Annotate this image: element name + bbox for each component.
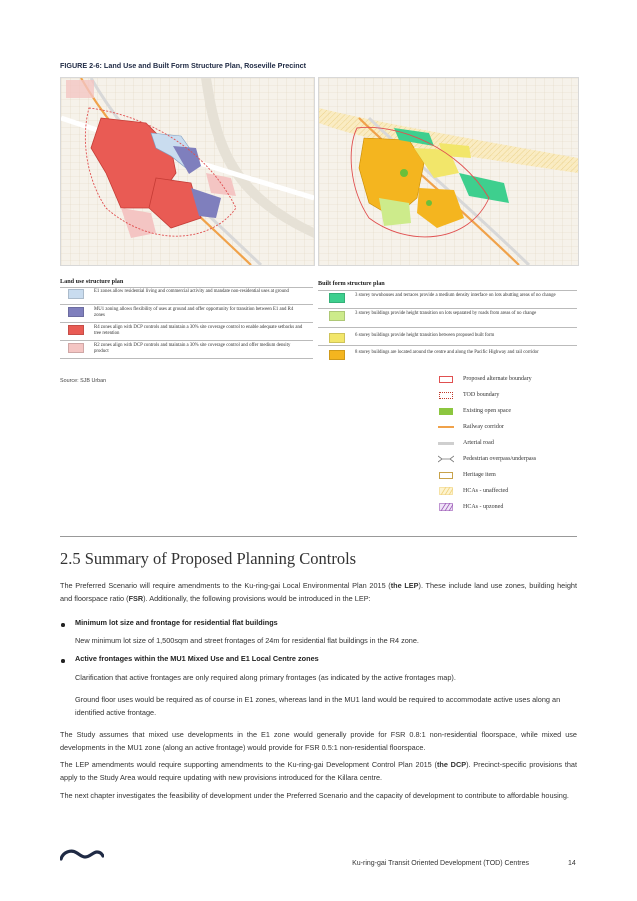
townhouse-text: 3 storey townhouses and terraces provide a medium density interface on lots abutting areas of no change xyxy=(355,293,556,298)
land-use-item-r4 xyxy=(68,325,313,336)
land-use-item-r2 xyxy=(68,343,313,354)
symbol-tod-boundary: TOD boundary xyxy=(438,389,499,401)
eight-storey-swatch xyxy=(329,350,345,360)
hca-unaffected-icon xyxy=(438,487,454,495)
r4-text: R4 zones align with DCP controls and maintain a 30% site coverage control to enable adequate setbacks and tree retention xyxy=(94,325,303,336)
built-form-item-8-storey xyxy=(329,350,577,360)
fsr-term: FSR xyxy=(128,593,144,603)
railway-icon xyxy=(438,423,454,431)
figure-source: Source: SJB Urban xyxy=(60,378,107,384)
heritage-icon xyxy=(438,471,454,479)
symbol-railway: Railway corridor xyxy=(438,421,504,433)
built-form-item-3-storey-townhouses xyxy=(329,293,577,303)
eight-storey-text: 8 storey buildings are located around the centre and along the Pacific Highway and rail corridor xyxy=(355,350,539,355)
three-storey-swatch xyxy=(329,311,345,321)
next-chapter-paragraph: The next chapter investigates the feasibility of development under the Preferred Scenario and the capacity of development to contribute to affordable housing. xyxy=(60,791,569,800)
land-use-item-e1 xyxy=(68,289,313,299)
land-use-map xyxy=(60,77,315,266)
built-form-item-6-storey xyxy=(329,333,577,343)
symbol-hca-upzoned: HCAs - upzoned xyxy=(438,501,503,513)
r2-swatch xyxy=(68,343,84,353)
hca-upzoned-icon xyxy=(438,503,454,511)
townhouse-swatch xyxy=(329,293,345,303)
six-storey-swatch xyxy=(329,333,345,343)
symbol-heritage: Heritage item xyxy=(438,469,496,481)
r4-swatch xyxy=(68,325,84,335)
dcp-term: the DCP xyxy=(436,760,467,769)
bullet-active-frontages-text-2: Ground floor uses would be required as of course in E1 zones, whereas land in the MU1 land would be required to accommodate active uses along an identified active frontage. xyxy=(75,695,561,717)
bullet-active-frontages-heading: Active frontages within the MU1 Mixed Use and E1 Local Centre zones xyxy=(75,654,319,663)
mu1-text: MU1 zoning allows flexibility of uses at ground and offer opportunity for transition between E1 and R4 zones xyxy=(94,307,294,318)
pedestrian-overpass-icon xyxy=(438,455,454,463)
symbol-proposed-boundary: Proposed alternate boundary xyxy=(438,373,532,385)
bullet-dot xyxy=(61,659,65,663)
symbol-hca-unaffected: HCAs - unaffected xyxy=(438,485,508,497)
proposed-boundary-icon xyxy=(438,375,454,383)
figure-title: FIGURE 2-6: Land Use and Built Form Structure Plan, Roseville Precinct xyxy=(60,61,307,70)
symbol-arterial-road: Arterial road xyxy=(438,437,494,449)
built-form-map xyxy=(318,77,579,266)
bullet-lot-size-text: New minimum lot size of 1,500sqm and street frontages of 24m for residential flat buildings in the R4 zone. xyxy=(75,636,419,645)
page-number: 14 xyxy=(568,860,576,867)
land-use-item-mu1 xyxy=(68,307,313,318)
wave-logo-icon xyxy=(60,848,104,862)
bullet-lot-size-heading: Minimum lot size and frontage for residential flat buildings xyxy=(75,618,278,627)
open-space-icon xyxy=(438,407,454,415)
symbol-pedestrian-overpass: Pedestrian overpass/underpass xyxy=(438,453,536,465)
r2-text: R2 zones align with DCP controls and maintain a 30% site coverage control and offer medium density product xyxy=(94,343,291,354)
built-form-map-graphic xyxy=(319,78,578,265)
dcp-paragraph: The LEP amendments would require supporting amendments to the Ku-ring-gai Development Control Plan 2015 (the DCP). Precinct-specific provisions that apply to the Study Area would require updating with new provisions introduced for the Killara centre. xyxy=(60,760,577,782)
e1-text: E1 zones allow residential living and commercial activity and mandate non-residential uses at ground xyxy=(94,289,289,294)
land-use-map-graphic xyxy=(61,78,314,265)
section-heading: 2.5 Summary of Proposed Planning Controls xyxy=(60,549,357,568)
built-form-legend-title: Built form structure plan xyxy=(318,280,385,287)
bullet-dot xyxy=(61,623,65,627)
footer-title: Ku-ring-gai Transit Oriented Development (TOD) Centres xyxy=(352,860,529,867)
lep-term: the LEP xyxy=(390,581,419,590)
section-divider xyxy=(60,536,577,537)
bullet-active-frontages-text-1: Clarification that active frontages are only required along primary frontages (as indicated by the active frontages map). xyxy=(75,673,456,682)
study-paragraph: The Study assumes that mixed use developments in the E1 zone would generally provide for FSR 0.8:1 non-residential floorspace, while mixed use developments in the MU1 zone (along an active frontage) would provide for FSR 0.5:1 non-residential floorspace. xyxy=(60,730,577,752)
six-storey-text: 6 storey buildings provide height transition between proposed built form xyxy=(355,333,495,338)
symbol-open-space: Existing open space xyxy=(438,405,511,417)
mu1-swatch xyxy=(68,307,84,317)
intro-paragraph: The Preferred Scenario will require amendments to the Ku-ring-gai Local Environmental Plan 2015 (the LEP). These include land use zones, building height and floorspace ratio (FSR). Additionally, the following provisions would be introduced in the LEP: xyxy=(60,581,577,603)
land-use-legend-title: Land use structure plan xyxy=(60,278,124,285)
tod-boundary-icon xyxy=(438,391,454,399)
three-storey-text: 3 storey buildings provide height transition on lots separated by roads from areas of no change xyxy=(355,311,537,316)
footer-logo xyxy=(60,848,104,867)
arterial-road-icon xyxy=(438,439,454,447)
e1-swatch xyxy=(68,289,84,299)
built-form-item-3-storey-buildings xyxy=(329,311,577,321)
